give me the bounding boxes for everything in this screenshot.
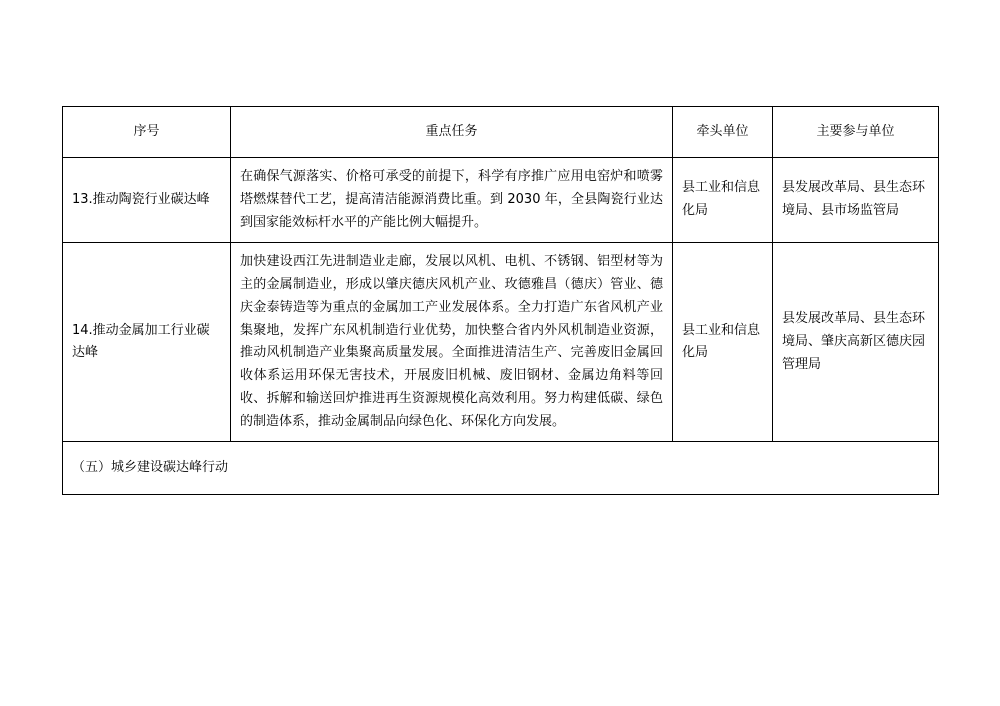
- task-table: [62, 106, 939, 495]
- header-cell-participants: 主要参与单位: [773, 107, 939, 158]
- section-title: （五）城乡建设碳达峰行动: [63, 442, 939, 495]
- row-lead: 县工业和信息化局: [673, 158, 773, 243]
- header-cell-lead: 牵头单位: [673, 107, 773, 158]
- row-task: 在确保气源落实、价格可承受的前提下，科学有序推广应用电窑炉和喷雾塔燃煤替代工艺，提高清洁能源消费比重。到 2030 年，全县陶瓷行业达到国家能效标杆水平的产能比例大幅提升。: [231, 158, 673, 243]
- row-task: 加快建设西江先进制造业走廊，发展以风机、电机、不锈钢、铝型材等为主的金属制造业，形成以肇庆德庆风机产业、玫德雅昌（德庆）管业、德庆金泰铸造等为重点的金属加工产业发展体系。全力打造广东省风机产业集聚地，发挥广东风机制造行业优势，加快整合省内外风机制造业资源，推动风机制造产业集聚高质量发展。全面推进清洁生产、完善废旧金属回收体系运用环保无害技术，开展废旧机械、废旧钢材、金属边角料等回收、拆解和输送回炉推进再生资源规模化高效利用。努力构建低碳、绿色的制造体系，推动金属制品向绿色化、环保化方向发展。: [231, 243, 673, 442]
- table-header-row: [63, 107, 939, 158]
- header-cell-seq: 序号: [63, 107, 231, 158]
- row-seq: 14.推动金属加工行业碳达峰: [63, 243, 231, 442]
- table-section-row: [63, 442, 939, 495]
- row-participants: 县发展改革局、县生态环境局、县市场监管局: [773, 158, 939, 243]
- table-row: [63, 243, 939, 442]
- row-seq: 13.推动陶瓷行业碳达峰: [63, 158, 231, 243]
- table-container: [62, 106, 938, 495]
- table-row: [63, 158, 939, 243]
- row-lead: 县工业和信息化局: [673, 243, 773, 442]
- header-cell-task: 重点任务: [231, 107, 673, 158]
- row-participants: 县发展改革局、县生态环境局、肇庆高新区德庆园管理局: [773, 243, 939, 442]
